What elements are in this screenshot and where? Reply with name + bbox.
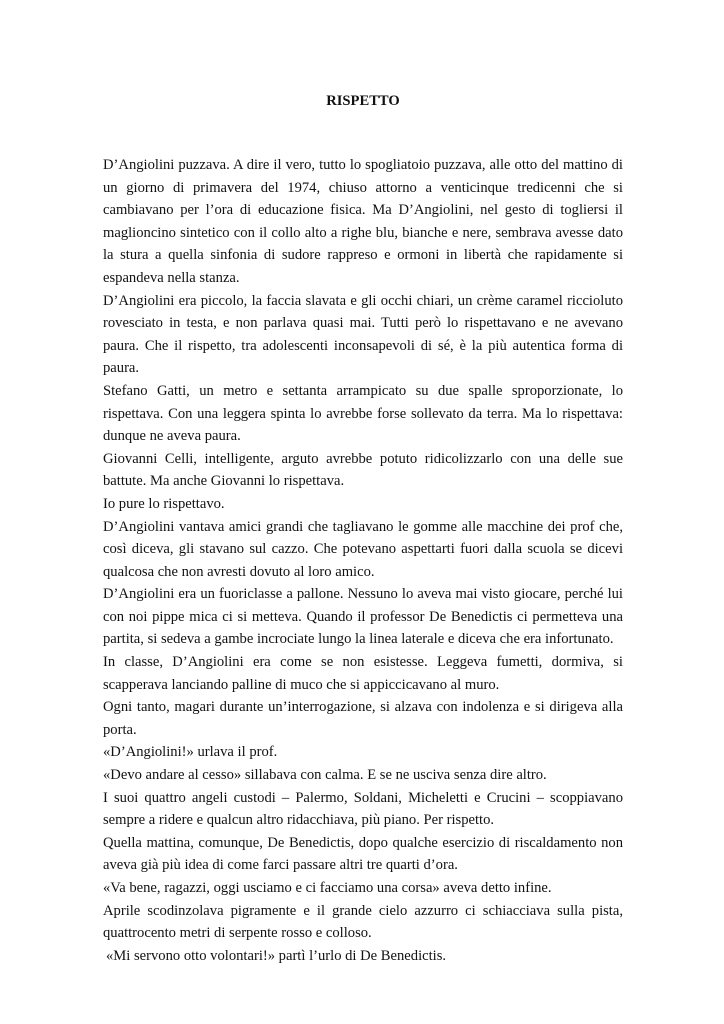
paragraph: D’Angiolini era un fuoriclasse a pallone. Nessuno lo aveva mai visto giocare, perché lui con noi pippe mica ci si metteva. Quando il professor De Benedictis ci permetteva una partita, si sedeva a gambe incrociate lungo la linea laterale e diceva che era infortunato. <box>103 586 623 648</box>
paragraph: Ogni tanto, magari durante un’interrogazione, si alzava con indolenza e si dirigeva alla porta. <box>103 699 623 738</box>
paragraph: Quella mattina, comunque, De Benedictis, dopo qualche esercizio di riscaldamento non aveva già più idea di come farci passare altri tre quarti d’ora. <box>103 834 623 874</box>
paragraph: D’Angiolini puzzava. A dire il vero, tutto lo spogliatoio puzzava, alle otto del mattino di un giorno di primavera del 1974, chiuso attorno a venticinque tredicenni che si cambiavano per l’ora di educazione fisica. Ma D’Angiolini, nel gesto di togliersi il maglioncino sintetico con il collo alto a righe blu, bianche e nere, sembrava avesse dato la stura a quella sinfonia di sudore rappreso e ormoni in libertà che rapidamente si espandeva nella stanza. <box>103 157 623 286</box>
paragraph: D’Angiolini era piccolo, la faccia slavata e gli occhi chiari, un crème caramel riccioluto rovesciato in testa, e non parlava quasi mai. Tutti però lo rispettavano e ne avevano paura. Che il rispetto, tra adolescenti inconsapevoli di sé, è la più autentica forma di paura. <box>103 292 623 377</box>
paragraph: «Mi servono otto volontari!» partì l’urlo di De Benedictis. <box>106 947 447 964</box>
document-title: RISPETTO <box>326 93 400 109</box>
paragraph: In classe, D’Angiolini era come se non esistesse. Leggeva fumetti, dormiva, si scapperava lanciando palline di muco che si appiccicavano al muro. <box>103 654 623 693</box>
paragraph: Aprile scodinzolava pigramente e il grande cielo azzurro ci schiacciava sulla pista, quattrocento metri di serpente rosso e colloso. <box>103 902 623 942</box>
paragraph: Giovanni Celli, intelligente, arguto avrebbe potuto ridicolizzarlo con una delle sue battute. Ma anche Giovanni lo rispettava. <box>103 450 623 490</box>
paragraph: Stefano Gatti, un metro e settanta arrampicato su due spalle sproporzionate, lo rispettava. Con una leggera spinta lo avrebbe forse sollevato da terra. Ma lo rispettava: dunque ne aveva paura. <box>103 382 623 445</box>
paragraph: D’Angiolini vantava amici grandi che tagliavano le gomme alle macchine dei prof che, così diceva, gli stavano sul cazzo. Che potevano aspettarti fuori dalla scuola se dicevi qualcosa che non avresti dovuto al loro amico. <box>103 518 623 580</box>
paragraph: «Va bene, ragazzi, oggi usciamo e ci facciamo una corsa» aveva detto infine. <box>103 880 552 896</box>
paragraph: «Devo andare al cesso» sillabava con calma. E se ne usciva senza dire altro. <box>103 767 547 784</box>
paragraph: I suoi quattro angeli custodi – Palermo, Soldani, Micheletti e Crucini – scoppiavano sempre a ridere e qualcun altro ridacchiava, più piano. Per rispetto. <box>103 789 623 829</box>
paragraph: Io pure lo rispettavo. <box>103 495 225 512</box>
paragraph: «D’Angiolini!» urlava il prof. <box>103 744 278 761</box>
document-body <box>103 154 623 967</box>
